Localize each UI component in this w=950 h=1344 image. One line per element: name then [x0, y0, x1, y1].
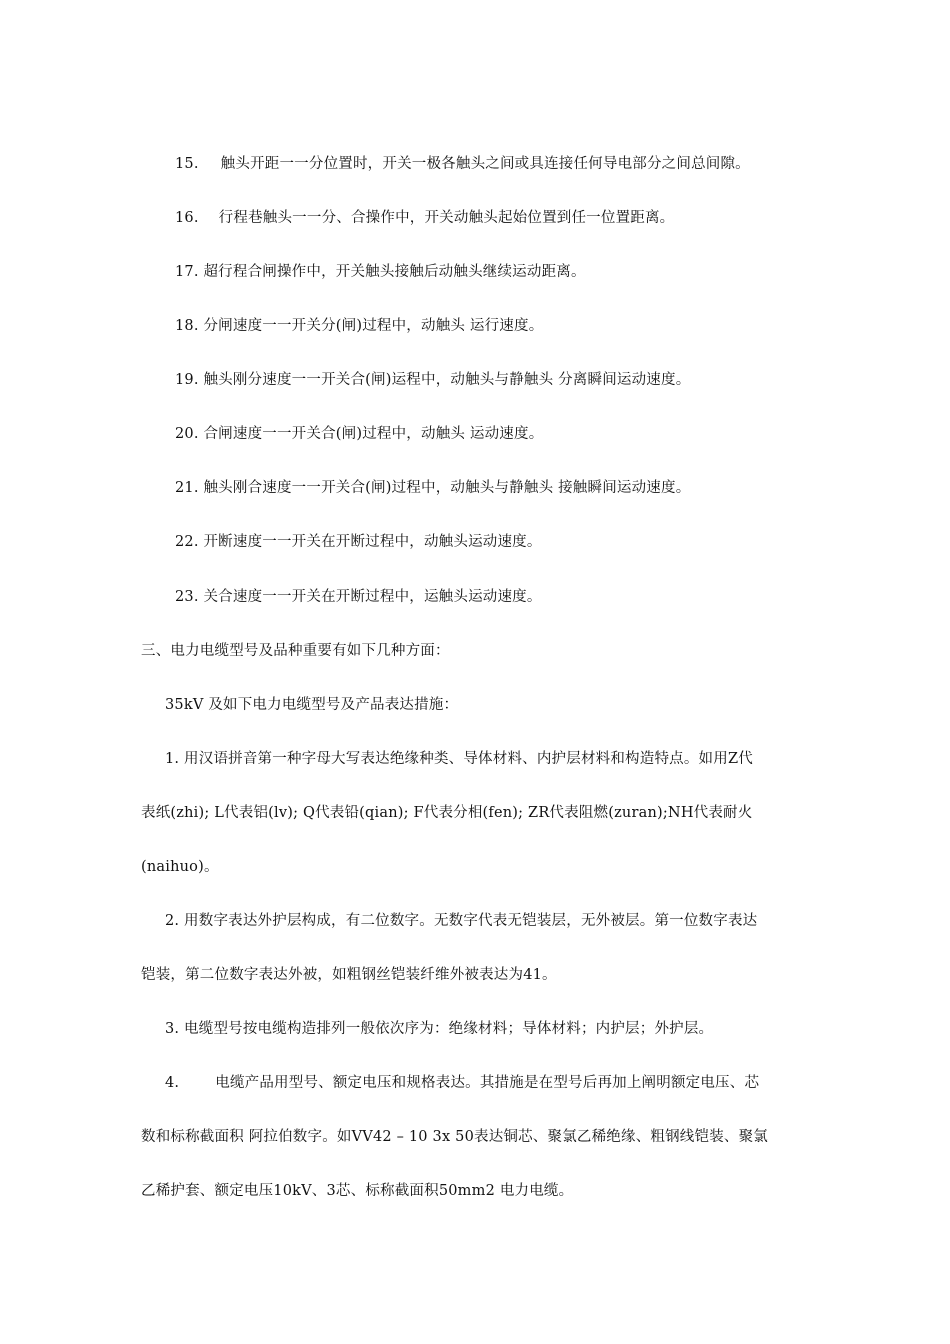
- paragraph-1-line-1: 1. 用汉语拼音第一种字母大写表达绝缘种类、导体材料、内护层材料和构造特点。如用Z代: [165, 751, 753, 767]
- list-item-19: [175, 370, 690, 390]
- item-text: 开断速度一一开关在开断过程中，动触头运动速度。: [203, 534, 542, 550]
- paragraph-3-line-1: 3. 电缆型号按电缆构造排列一般依次序为：绝缘材料；导体材料；内护层；外护层。: [165, 1021, 714, 1037]
- section-intro: 35kV 及如下电力电缆型号及产品表达措施：: [165, 697, 459, 713]
- paragraph-2-line-1: 2. 用数字表达外护层构成，有二位数字。无数字代表无铠装层，无外被层。第一位数字表达: [165, 913, 758, 929]
- item-number: 22.: [175, 534, 199, 550]
- item-text: 合闸速度一一开关合(闸)过程中，动触头 运动速度。: [203, 426, 544, 442]
- paragraph-4-line-2: 数和标称截面积 阿拉伯数字。如VV42 – 10 3x 50表达铜芯、聚氯乙稀绝缘、粗钢线铠装、聚氯: [141, 1129, 768, 1145]
- item-text: 触头开距一一分位置时，开关一极各触头之间或具连接任何导电部分之间总间隙。: [220, 156, 750, 172]
- paragraph-1-line-2: 表纸(zhi); L代表铝(lv); Q代表铅(qian); F代表分相(fen); ZR代表阻燃(zuran);NH代表耐火: [141, 805, 753, 821]
- item-number: 15.: [175, 156, 199, 172]
- list-item-17: [175, 262, 586, 282]
- item-number: 18.: [175, 318, 199, 334]
- paragraph-text: 电缆产品用型号、额定电压和规格表达。其措施是在型号后再加上阐明额定电压、芯: [215, 1075, 760, 1091]
- list-item-22: [175, 532, 542, 552]
- list-item-15: [175, 154, 750, 174]
- section-heading: 三、电力电缆型号及品种重要有如下几种方面：: [141, 643, 450, 659]
- item-text: 行程巷触头一一分、合操作中，开关动触头起始位置到任一位置距离。: [218, 210, 675, 226]
- item-text: 关合速度一一开关在开断过程中，运触头运动速度。: [203, 589, 542, 605]
- item-number: 23.: [175, 589, 199, 605]
- paragraph-2-line-2: 铠装，第二位数字表达外被，如粗钢丝铠装纤维外被表达为41。: [141, 967, 557, 983]
- paragraph-1-line-3: (naihuo)。: [141, 859, 219, 875]
- item-text: 分闸速度一一开关分(闸)过程中，动触头 运行速度。: [203, 318, 544, 334]
- list-item-21: [175, 478, 690, 498]
- list-item-23: [175, 587, 542, 607]
- item-number: 21.: [175, 480, 199, 496]
- item-number: 19.: [175, 372, 199, 388]
- item-text: 触头刚合速度一一开关合(闸)过程中，动触头与静触头 接触瞬间运动速度。: [203, 480, 691, 496]
- item-number: 17.: [175, 264, 199, 280]
- list-item-18: [175, 316, 543, 336]
- paragraph-4-line-1: [165, 1073, 759, 1093]
- item-number: 20.: [175, 426, 199, 442]
- item-text: 超行程合闸操作中，开关触头接触后动触头继续运动距离。: [203, 264, 586, 280]
- list-item-16: [175, 208, 674, 228]
- list-item-20: [175, 424, 543, 444]
- paragraph-4-line-3: 乙稀护套、额定电压10kV、3芯、标称截面积50mm2 电力电缆。: [141, 1183, 574, 1199]
- item-text: 触头刚分速度一一开关合(闸)运程中，动触头与静触头 分离瞬间运动速度。: [203, 372, 691, 388]
- paragraph-number: 4.: [165, 1075, 180, 1091]
- item-number: 16.: [175, 210, 199, 226]
